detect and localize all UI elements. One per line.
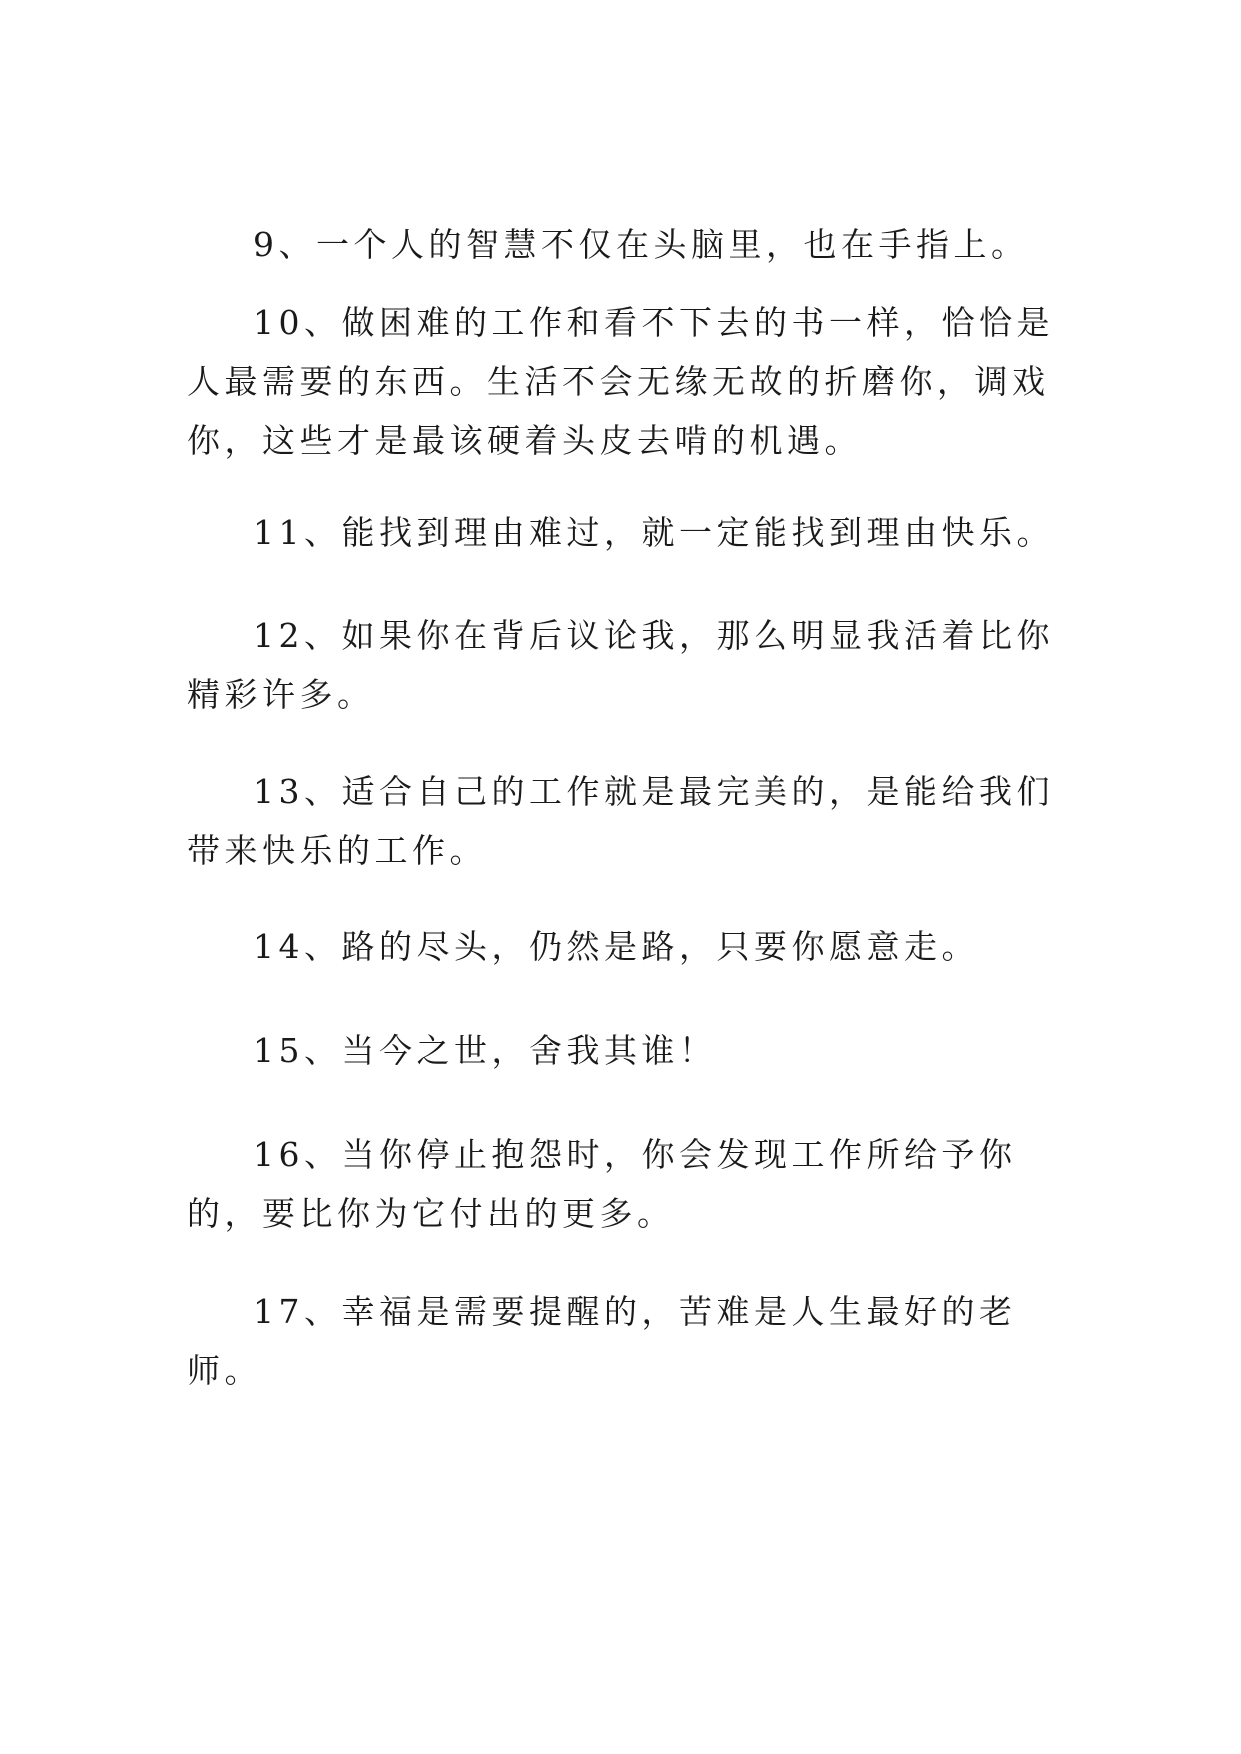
quote-paragraph-14: 14、路的尽头，仍然是路，只要你愿意走。 bbox=[253, 927, 979, 966]
quote-paragraph-13: 13、适合自己的工作就是最完美的，是能给我们带来快乐的工作。 bbox=[187, 772, 1054, 870]
quote-paragraph-10: 10、做困难的工作和看不下去的书一样，恰恰是人最需要的东西。生活不会无缘无故的折磨你，调戏你，这些才是最该硬着头皮去啃的机遇。 bbox=[187, 303, 1054, 460]
quote-paragraph-11: 11、能找到理由难过，就一定能找到理由快乐。 bbox=[253, 513, 1054, 552]
quote-paragraph-9: 9、一个人的智慧不仅在头脑里，也在手指上。 bbox=[253, 225, 1029, 264]
quote-paragraph-17: 17、幸福是需要提醒的，苦难是人生最好的老师。 bbox=[187, 1292, 1017, 1390]
quote-paragraph-15: 15、当今之世，舍我其谁！ bbox=[253, 1031, 717, 1070]
quote-paragraph-12: 12、如果你在背后议论我，那么明显我活着比你精彩许多。 bbox=[187, 616, 1054, 714]
quote-paragraph-16: 16、当你停止抱怨时，你会发现工作所给予你的，要比你为它付出的更多。 bbox=[187, 1135, 1017, 1233]
